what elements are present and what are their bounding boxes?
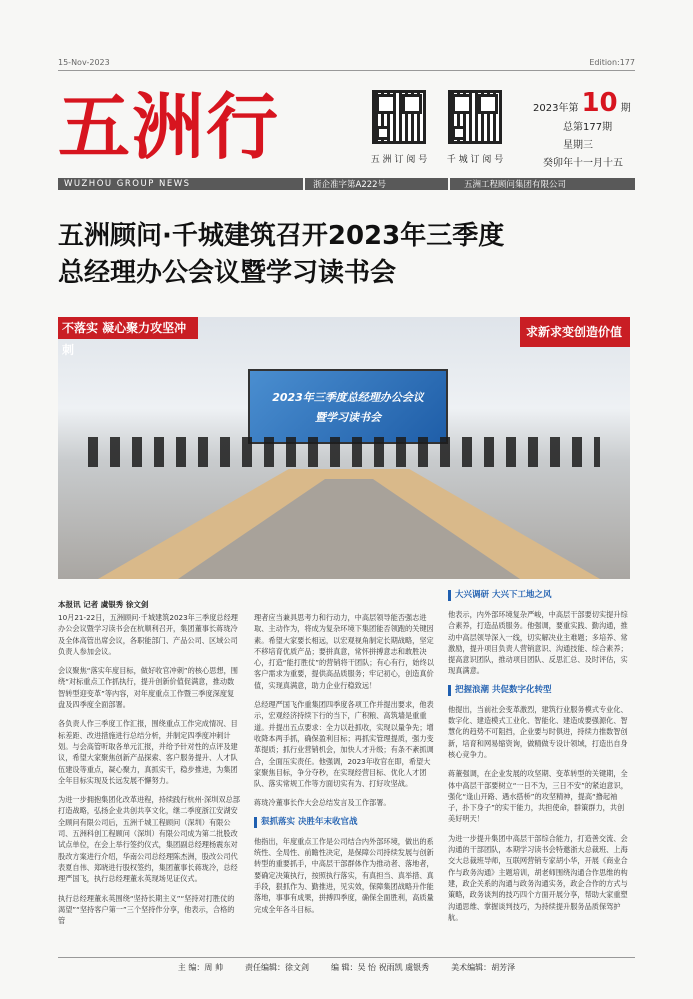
section-subhead: 狠抓落实 决胜年末收官战 (254, 817, 434, 828)
paragraph: 各负责人作三季度工作汇报，围绕重点工作完成情况、目标差距、改进措施进行总结分析，并制定四季度冲刺计划。与会高管听取各单元汇报，并给予针对性的点评及建议，希望大家聚焦创新产品探索、客户服务提升、人才队伍建设等重点，凝心聚力，真抓实干，稳步推进，为集团全年目标实现及长远发展不懈努力。 (58, 719, 238, 785)
art-editor-credit: 美术编辑：胡芳泽 (451, 963, 516, 972)
company-name: 五洲工程顾问集团有限公司 (448, 178, 635, 190)
editor-credit: 主 编：周 帅 (177, 963, 223, 972)
headline-line-1: 五洲顾问·千城建筑召开2023年三季度 (58, 221, 505, 251)
qr-label-wuzhou: 五 洲 订 阅 号 (370, 155, 428, 165)
section-subhead: 把握浪潮 共促数字化转型 (448, 685, 630, 696)
masthead (58, 78, 348, 176)
paragraph: 蒋董强调，在企业发展的攻坚期、变革转型的关键期，全体中高层干部要树立“一日不为，三日不安”的紧迫意识，强化“逢山开路、遇水搭桥”的攻坚精神，提高“撸起袖子，扑下身子”的实干能力，共担使命，群策群力，共创美好明天！ (448, 769, 628, 824)
editors-credit: 编 辑：吴 怡 祝雨凯 虞银秀 (330, 963, 430, 972)
paragraph: 总经理严国飞作重集团四季度各项工作并提出要求，他表示，宏观经济持续下行的当下，广积粮、高筑墙是重重道。并提出五点要求：全力以赴抓收，实现以量争先；增收降本两手抓，确保盈利目标；再抓实管理提质，强力变革提质；抓行业营销机会，加快人才升级；有条不紊抓调合，全面压实责任。他强调，2023年收官在即，希望大家聚焦目标，争分夺秒，在实现经营目标、优化人才团队、落实常规工作等方面切实有为、打好攻坚战。 (254, 700, 434, 789)
top-info-bar (58, 58, 635, 70)
edition-number: Edition:177 (589, 58, 635, 67)
paragraph: 会议聚焦“落实年度目标，做好收官冲刺”的核心思想，围绕“对标重点工作抓执行，提升创新价值促满意，推动数智转型迎变革”等内容，对年度重点工作暨三季度深度复盘及四季度全面部署。 (58, 666, 238, 710)
attendees (88, 437, 600, 467)
qr-label-qiancheng: 千 城 订 阅 号 (446, 155, 504, 165)
masthead-info-bar (58, 178, 635, 190)
issue-suffix: 期 (620, 103, 631, 114)
paragraph: 蒋珑冷董事长作大会总结发言及工作部署。 (254, 798, 391, 808)
section-subhead: 大兴调研 大兴下工地之风 (448, 590, 630, 601)
photo-banner-right: 求新求变创造价值 (520, 317, 630, 347)
qr-code-icon (372, 90, 426, 144)
projection-screen (248, 369, 448, 444)
paragraph: 他提出，当前社会变革激烈，建筑行业服务模式专业化、数字化、建造模式工业化、智能化、建造成要强源化、智慧化的趋势不可阻挡，企业要与时俱进，持续力推数智创新，培育和网易缩资询，做精做专设计领域，打造出自身核心竞争力。 (448, 704, 628, 759)
permit-number: 浙企准字第A222号 (303, 178, 448, 190)
headline-line-2: 总经理办公会议暨学习读书会 (58, 258, 397, 288)
issue-lunar-date: 癸卯年十一月十五 (543, 158, 623, 169)
paragraph: 执行总经理董永英围绕“坚持长期主义”“坚持对打胜仗的渴望”“坚持客户第一”三个坚持作分享，他表示，合格的管 (58, 893, 235, 926)
paragraph: 10月21-22日，五洲顾问·千城建筑2023年三季度总经理办公会议暨学习读书会在杭顺利召开，集团董事长蒋珑冷及全体高管出席会议，各职能部门、产品公司、区域公司负责人参加会议。 (58, 613, 238, 656)
main-headline (58, 218, 638, 292)
paragraph: 为进一步提升集团中高层干部综合能力，打造善交流、会沟通的干部团队，本期学习读书会特邀浙大总裁班、上海交大总裁班导师，互联网营销专家胡小华，开展《商业合作与政务沟通》主题培训，胡老师围绕沟通合作思维的构建，政企关系的沟通与政务沟通实务，政企合作的方式与策略，政务谈判的技巧四个方面开展分享，帮助大家重塑沟通思维、掌握谈判技巧，为持续提升服务品质保驾护航。 (448, 833, 628, 922)
paragraph: 他指出，年度重点工作是公司结合内外部环境，做出的系统性、全局性、前瞻性决定，是保障公司持续发展与创新转型的重要抓手，中高层干部群体作为推动者、落地者，要确定决策执行，按照执行落实，有真担当、真举措、真手段，狠抓作为、勤推进，见实效，保障集团战略升作能落地，事事有成果，拼搏四季度，确保全面胜利，高质量完成全年各斗目标。 (254, 836, 434, 914)
paragraph: 他表示，内外部环境复杂严峻，中高层干部要切实提升综合素养，打造品质服务。他强调，要重实践、勤沟通，推动中高层领导深入一线，切实解决业主难题；多培养、常激励，提升项目负责人营销意识、沟通技能、综合素养；提高意识团队，推动项目团队、反思汇总、及时评估，实现真满意。 (448, 610, 628, 676)
issue-number: 10 (581, 88, 618, 118)
article-column-1 (58, 612, 240, 934)
article-column-3 (448, 590, 630, 931)
paragraph: 为进一步拥抱集团化改革进程，持续践行杭州·深圳双总部打造战略，弘扬企业共创共享文化，继二季度浙江安湖安全顾问有限公司后，五洲千城工程顾问（深圳）有限公司、五洲科创工程顾问（深圳）有限公司成为第二批股改试点单位，在会上举行签约仪式，集团副总经理杨震东对股改方案进行介绍，华南公司总经理陈杰洲，股改公司代表夏自伟、郑晓进行股权签约，集团董事长蒋珑冷，总经理严国飞，执行总经理董永英现场见证仪式。 (58, 795, 240, 884)
credits-footer (58, 962, 635, 973)
issue-total: 总第177期 (563, 122, 613, 133)
meeting-photo (58, 317, 630, 579)
group-news-label: WUZHOU GROUP NEWS (64, 179, 191, 189)
screen-title-line-2: 暨学习读书会 (315, 411, 381, 424)
footer-divider (58, 957, 635, 958)
paragraph: 理者应当兼具思考力和行动力，中高层领导能否强志进取、主动作为，将成为复杂环境下集团能否领跑的关键因素。希望大家要长相远，以宏观视角制定长期战略，坚定不移培育优质产品；要拼真意，常怀拼搏意志和敢胜决心，打造“能打胜仗”的营销将干团队；有心有行，始终以客户需求为重要，提供高品质服务；牢记初心，创造真价值，实现真满意，助力企业行稳致远！ (254, 613, 434, 690)
issue-date: 15-Nov-2023 (58, 58, 110, 67)
issue-info (533, 88, 633, 169)
top-divider (58, 70, 635, 71)
article-column-2 (254, 612, 434, 923)
masthead-title: 五洲行 (58, 84, 281, 169)
screen-title-line-1: 2023年三季度总经理办公会议 (272, 391, 424, 404)
qr-code-icon (448, 90, 502, 144)
article-byline: 本报讯 记者 虞银秀 徐文剑 (58, 600, 149, 609)
responsible-editor-credit: 责任编辑：徐文剑 (244, 963, 309, 972)
photo-banner-left: 不落实 凝心聚力攻坚冲刺 (58, 317, 198, 339)
issue-weekday: 星期三 (563, 140, 593, 151)
issue-year: 2023年第 (533, 103, 579, 114)
